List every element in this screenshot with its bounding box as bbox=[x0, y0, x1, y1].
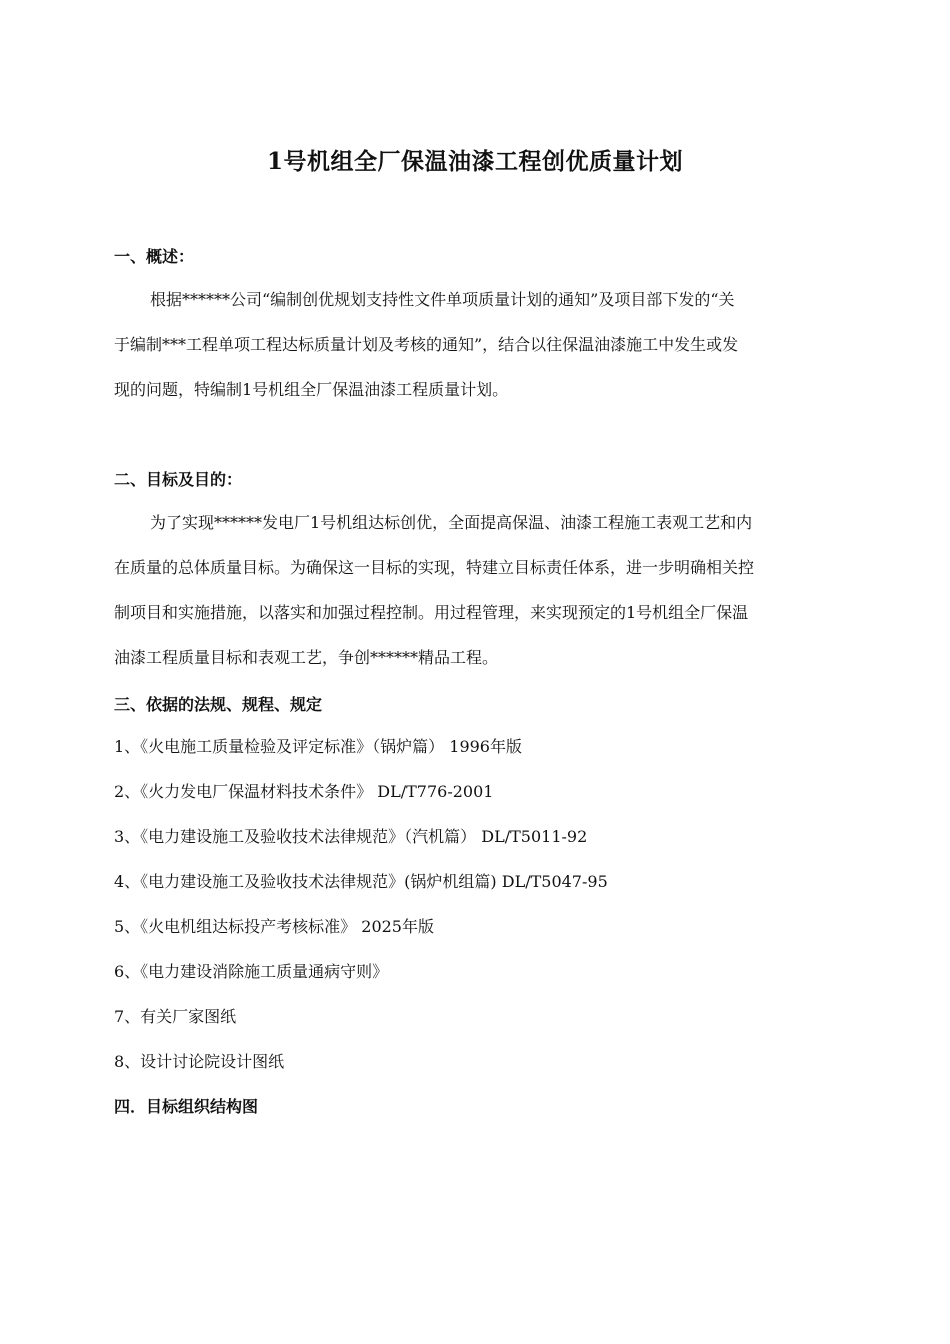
list-item: 6、《电力建设消除施工质量通病守则》 bbox=[114, 962, 389, 981]
list-item: 3、《电力建设施工及验收技术法律规范》（汽机篇） DL/T5011-92 bbox=[114, 827, 588, 846]
regulation-list bbox=[114, 724, 608, 1084]
section-heading-org-chart: 四．目标组织结构图 bbox=[114, 1097, 259, 1116]
document-title: 1号机组全厂保温油漆工程创优质量计划 bbox=[266, 148, 683, 175]
paragraph-line: 根据******公司“编制创优规划支持性文件单项质量计划的通知”及项目部下发的“关 bbox=[150, 290, 735, 309]
paragraph-line: 在质量的总体质量目标。为确保这一目标的实现，特建立目标责任体系，进一步明确相关控 bbox=[114, 558, 755, 577]
list-item: 5、《火电机组达标投产考核标准》 2025年版 bbox=[114, 917, 434, 936]
list-item: 8、设计讨论院设计图纸 bbox=[114, 1052, 285, 1071]
paragraph-line: 油漆工程质量目标和表观工艺，争创******精品工程。 bbox=[114, 648, 499, 667]
section-heading-goals: 二、目标及目的： bbox=[114, 470, 243, 489]
list-item: 4、《电力建设施工及验收技术法律规范》(锅炉机组篇) DL/T5047-95 bbox=[114, 872, 608, 891]
list-item: 2、《火力发电厂保温材料技术条件》 DL/T776-2001 bbox=[114, 782, 494, 801]
list-item: 1、《火电施工质量检验及评定标准》（锅炉篇） 1996年版 bbox=[114, 737, 522, 756]
paragraph-line: 现的问题，特编制1号机组全厂保温油漆工程质量计划。 bbox=[114, 380, 509, 399]
section-heading-regulations: 三、依据的法规、规程、规定 bbox=[114, 695, 323, 714]
list-item: 7、有关厂家图纸 bbox=[114, 1007, 237, 1026]
goals-paragraph bbox=[114, 500, 884, 680]
paragraph-line: 制项目和实施措施，以落实和加强过程控制。用过程管理，来实现预定的1号机组全厂保温 bbox=[114, 603, 749, 622]
paragraph-line: 于编制***工程单项工程达标质量计划及考核的通知”，结合以往保温油漆施工中发生或发 bbox=[114, 335, 739, 354]
paragraph-line: 为了实现******发电厂1号机组达标创优，全面提高保温、油漆工程施工表观工艺和内 bbox=[150, 513, 753, 532]
section-heading-overview: 一、概述： bbox=[114, 247, 195, 266]
overview-paragraph bbox=[114, 277, 884, 412]
